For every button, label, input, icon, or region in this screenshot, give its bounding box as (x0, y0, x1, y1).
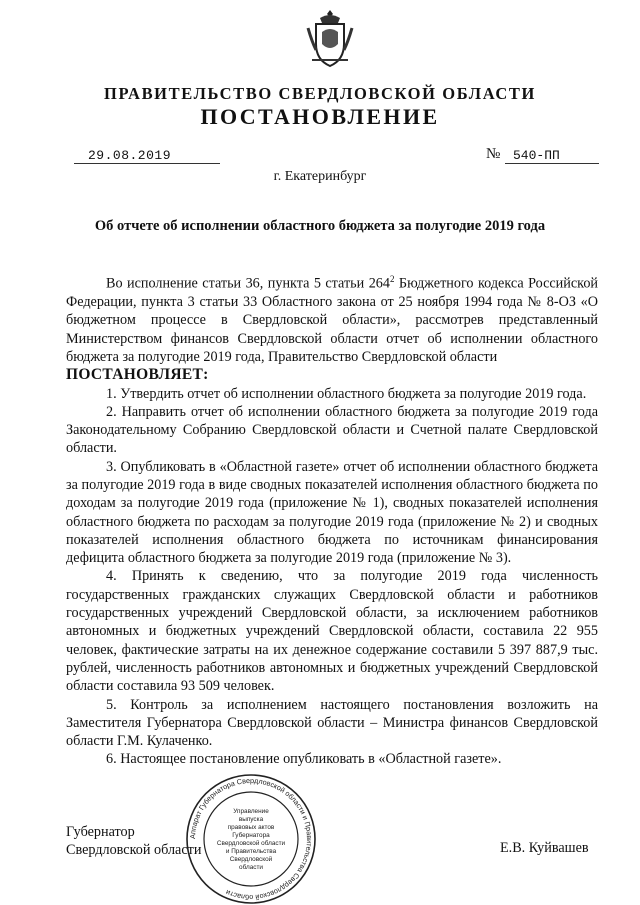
resolves-heading: ПОСТАНОВЛЯЕТ: (66, 366, 209, 384)
signatory-name: Е.В. Куйвашев (500, 840, 589, 856)
number-label: № (486, 146, 501, 162)
svg-text:Свердловской области: Свердловской области (216, 840, 286, 847)
document-date: 29.08.2019 (74, 148, 220, 164)
resolution-item: 3. Опубликовать в «Областной газете» отчет об исполнении областного бюджета за полугодие 2019 года в виде сводных показателей исполнения областного бюджета по доходам за полугодие 2019 года (приложение № 1), сводных показателей исполнения областного бюджета по расходам за полугодие 2019 года (приложение № 2) и сводных показателей исполнения областного бюджета по источникам финансирования дефицита областного бюджета за полугодие 2019 года (приложение № 3). (66, 458, 598, 567)
document-type: ПОСТАНОВЛЕНИЕ (200, 104, 440, 129)
resolution-item: 5. Контроль за исполнением настоящего постановления возложить на Заместителя Губернатора Свердловской области – Министра финансов Свердловской области Г.М. Кулаченко. (66, 696, 598, 750)
signatory-title: Губернатор Свердловской области (66, 824, 202, 858)
resolution-item: 2. Направить отчет об исполнении областного бюджета за полугодие 2019 года Законодательному Собранию Свердловской области и Счетной палате Свердловской области. (66, 403, 598, 457)
svg-text:Свердловской: Свердловской (229, 856, 273, 863)
seal-ring-text: Аппарат Губернатора Свердловской области и Правительства Свердловской области (187, 775, 315, 903)
document-body (66, 270, 598, 769)
resolution-item: 6. Настоящее постановление опубликовать в «Областной газете». (106, 751, 502, 768)
coat-of-arms-icon (304, 8, 356, 72)
resolution-item: 1. Утвердить отчет об исполнении областного бюджета за полугодие 2019 года. (106, 385, 587, 402)
svg-text:и Правительства: и Правительства (225, 848, 277, 855)
document-subject: Об отчете об исполнении областного бюджета за полугодие 2019 года (94, 218, 546, 234)
preamble: Во исполнение статьи 36, пункта 5 статьи $264^2$ Бюджетного кодекса Российской Федерации, пункта 3 статьи 33 Областного закона от 25 ноября 1994 года № 8-ОЗ «О бюджетном процессе в Свердловской области», рассмотрев представленный Министерством финансов Свердловской области отчет об исполнении областного бюджета за полугодие 2019 года, Правительство Свердловской области (66, 274, 599, 365)
resolution-item: 4. Принять к сведению, что за полугодие 2019 года численность государственных гражданских служащих Свердловской области и работников государственных учреждений Свердловской области, за исключением работников автономных и бюджетных учреждений Свердловской области, составила 22 955 человек, фактические затраты на их денежное содержание составили 5 397 887,9 тыс. рублей, численность работников автономных и бюджетных учреждений Свердловской области составила 93 509 человек. (66, 568, 598, 695)
official-seal (180, 773, 322, 905)
city: г. Екатеринбург (273, 169, 367, 184)
svg-text:Управление: Управление (233, 808, 269, 815)
document-number: 540-ПП (505, 148, 599, 164)
svg-text:области: области (239, 864, 263, 871)
svg-text:выпуска: выпуска (238, 816, 264, 823)
svg-text:правовых актов: правовых актов (227, 824, 275, 831)
government-name: ПРАВИТЕЛЬСТВО СВЕРДЛОВСКОЙ ОБЛАСТИ (104, 84, 536, 103)
svg-text:Губернатора: Губернатора (232, 832, 270, 839)
